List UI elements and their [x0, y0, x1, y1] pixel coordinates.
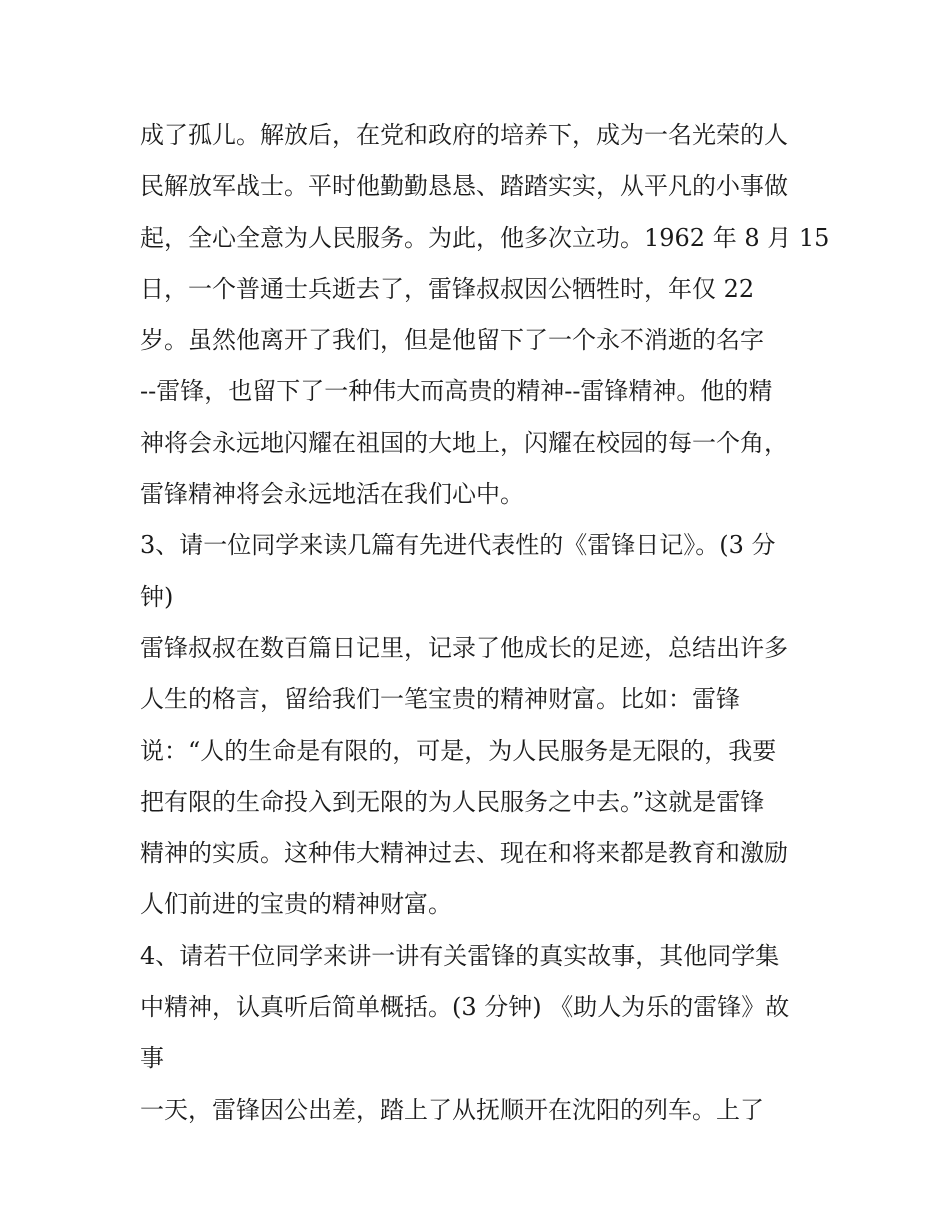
document-body — [140, 110, 830, 1136]
text-line: 起，全心全意为人民服务。为此，他多次立功。1962 年 8 月 15 — [140, 223, 830, 252]
section-heading-3: 3、请一位同学来读几篇有先进代表性的《雷锋日记》。(3 分 — [140, 531, 776, 560]
text-line: 把有限的生命投入到无限的为人民服务之中去。”这就是雷锋 — [140, 787, 765, 816]
text-line: 雷锋精神将会永远地活在我们心中。 — [140, 480, 524, 509]
text-line: 民解放军战士。平时他勤勤恳恳、踏踏实实，从平凡的小事做 — [140, 172, 788, 201]
text-line: 成了孤儿。解放后，在党和政府的培养下，成为一名光荣的人 — [140, 121, 788, 149]
text-line: 日，一个普通士兵逝去了，雷锋叔叔因公牺牲时，年仅 22 — [140, 274, 755, 303]
text-line: 人们前进的宝贵的精神财富。 — [140, 890, 452, 919]
text-line: 一天，雷锋因公出差，踏上了从抚顺开在沈阳的列车。上了 — [140, 1095, 764, 1124]
section-heading-4-continued: 事 — [140, 1044, 164, 1073]
text-line: --雷锋，也留下了一种伟大而高贵的精神--雷锋精神。他的精 — [140, 377, 773, 406]
section-heading-4: 4、请若干位同学来讲一讲有关雷锋的真实故事，其他同学集 — [140, 941, 780, 970]
section-heading-4-continued: 中精神，认真听后简单概括。(3 分钟) 《助人为乐的雷锋》故 — [140, 993, 790, 1022]
text-line: 说：“人的生命是有限的，可是，为人民服务是无限的，我要 — [140, 736, 777, 765]
text-line: 神将会永远地闪耀在祖国的大地上，闪耀在校园的每一个角， — [140, 428, 788, 457]
text-line: 精神的实质。这种伟大精神过去、现在和将来都是教育和激励 — [140, 839, 788, 868]
section-heading-3-continued: 钟) — [140, 582, 174, 611]
text-line: 岁。虽然他离开了我们，但是他留下了一个永不消逝的名字 — [140, 326, 764, 355]
text-line: 人生的格言，留给我们一笔宝贵的精神财富。比如：雷锋 — [140, 685, 740, 714]
text-line: 雷锋叔叔在数百篇日记里，记录了他成长的足迹，总结出许多 — [140, 633, 788, 662]
